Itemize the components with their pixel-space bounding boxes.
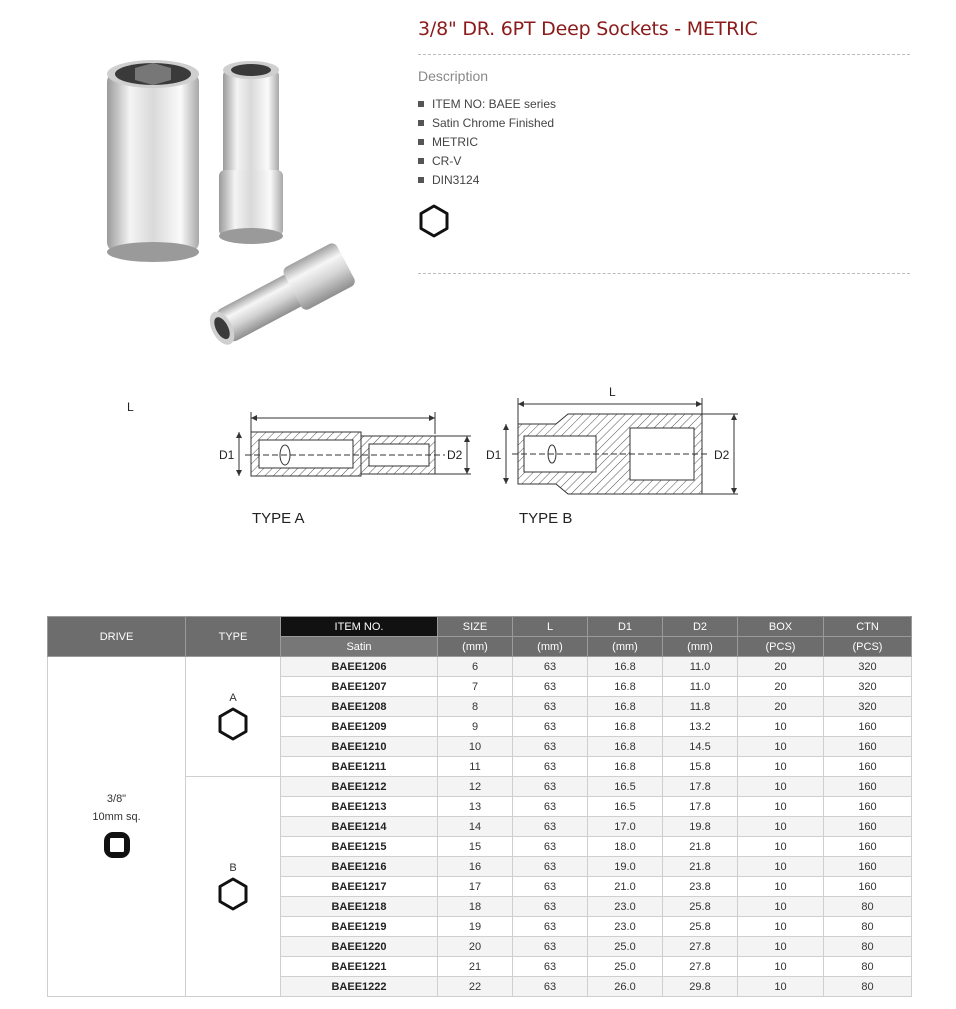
l-cell: 63 [513,857,588,877]
box-cell: 10 [738,837,824,857]
header-size: SIZE [438,617,513,637]
box-cell: 10 [738,977,824,997]
box-cell: 20 [738,697,824,717]
d1-cell: 26.0 [588,977,663,997]
spec-list [418,97,556,192]
l-cell: 63 [513,757,588,777]
l-cell: 63 [513,677,588,697]
box-cell: 10 [738,717,824,737]
d1-cell: 25.0 [588,957,663,977]
size-cell: 6 [438,657,513,677]
drive-size: 3/8" [106,793,127,805]
header-item-no: ITEM NO. [281,617,438,637]
dimension-l: L [127,400,134,414]
item-no-cell: BAEE1207 [281,677,438,697]
l-cell: 63 [513,797,588,817]
l-cell: 63 [513,777,588,797]
box-cell: 10 [738,857,824,877]
box-cell: 10 [738,917,824,937]
box-cell: 10 [738,897,824,917]
ctn-cell: 160 [824,837,912,857]
size-cell: 20 [438,937,513,957]
header-d2: D2 [663,617,738,637]
dimension-d1: D1 [219,448,235,462]
l-cell: 63 [513,657,588,677]
d2-cell: 17.8 [663,797,738,817]
ctn-cell: 80 [824,897,912,917]
l-cell: 63 [513,977,588,997]
d2-cell: 14.5 [663,737,738,757]
type-a-cell [186,657,281,777]
d2-cell: 13.2 [663,717,738,737]
ctn-cell: 80 [824,937,912,957]
drive-square: 10mm sq. [92,811,141,823]
d2-cell: 11.8 [663,697,738,717]
d1-cell: 16.8 [588,657,663,677]
size-cell: 17 [438,877,513,897]
hexagon-icon [217,877,249,911]
d1-cell: 16.8 [588,737,663,757]
item-no-cell: BAEE1213 [281,797,438,817]
d2-cell: 11.0 [663,657,738,677]
description-label: Description [418,68,489,84]
item-no-cell: BAEE1209 [281,717,438,737]
d2-cell: 27.8 [663,937,738,957]
header-l: L [513,617,588,637]
ctn-cell: 160 [824,857,912,877]
divider [418,273,910,274]
spec-table [47,616,912,997]
d1-cell: 19.0 [588,857,663,877]
dimension-d2: D2 [447,448,463,462]
drive-cell [48,657,186,997]
ctn-cell: 80 [824,977,912,997]
header-box-unit: (PCS) [738,637,824,657]
size-cell: 12 [438,777,513,797]
dimension-d2: D2 [714,448,730,462]
item-no-cell: BAEE1206 [281,657,438,677]
box-cell: 10 [738,797,824,817]
l-cell: 63 [513,877,588,897]
divider [418,54,910,55]
item-no-cell: BAEE1216 [281,857,438,877]
header-ctn: CTN [824,617,912,637]
spec-table-body [48,657,912,997]
ctn-cell: 320 [824,657,912,677]
l-cell: 63 [513,937,588,957]
d2-cell: 21.8 [663,857,738,877]
size-cell: 16 [438,857,513,877]
item-no-cell: BAEE1218 [281,897,438,917]
d1-cell: 21.0 [588,877,663,897]
d2-cell: 11.0 [663,677,738,697]
item-no-cell: BAEE1222 [281,977,438,997]
d2-cell: 23.8 [663,877,738,897]
l-cell: 63 [513,817,588,837]
ctn-cell: 160 [824,757,912,777]
d1-cell: 16.8 [588,717,663,737]
l-cell: 63 [513,957,588,977]
size-cell: 19 [438,917,513,937]
item-no-cell: BAEE1210 [281,737,438,757]
header-d1-unit: (mm) [588,637,663,657]
ctn-cell: 160 [824,737,912,757]
ctn-cell: 320 [824,677,912,697]
size-cell: 18 [438,897,513,917]
d2-cell: 15.8 [663,757,738,777]
item-no-cell: BAEE1211 [281,757,438,777]
l-cell: 63 [513,917,588,937]
size-cell: 11 [438,757,513,777]
d2-cell: 29.8 [663,977,738,997]
ctn-cell: 160 [824,797,912,817]
d2-cell: 17.8 [663,777,738,797]
size-cell: 22 [438,977,513,997]
size-cell: 10 [438,737,513,757]
ctn-cell: 80 [824,917,912,937]
product-photo [95,50,385,360]
d2-cell: 25.8 [663,917,738,937]
d1-cell: 16.8 [588,677,663,697]
header-d1: D1 [588,617,663,637]
d1-cell: 25.0 [588,937,663,957]
product-title: 3/8" DR. 6PT Deep Sockets - METRIC [418,18,758,40]
header-type: TYPE [186,617,281,657]
type-b-diagram [490,388,745,500]
ctn-cell: 160 [824,777,912,797]
d2-cell: 19.8 [663,817,738,837]
size-cell: 13 [438,797,513,817]
table-row [48,657,912,677]
ctn-cell: 160 [824,877,912,897]
d1-cell: 16.5 [588,797,663,817]
header-size-unit: (mm) [438,637,513,657]
d1-cell: 23.0 [588,897,663,917]
hexagon-icon [217,707,249,741]
size-cell: 9 [438,717,513,737]
box-cell: 10 [738,737,824,757]
type-b-cell [186,777,281,997]
size-cell: 21 [438,957,513,977]
spec-item: DIN3124 [418,173,556,192]
item-no-cell: BAEE1212 [281,777,438,797]
box-cell: 10 [738,817,824,837]
l-cell: 63 [513,697,588,717]
item-no-cell: BAEE1221 [281,957,438,977]
item-no-cell: BAEE1220 [281,937,438,957]
ctn-cell: 320 [824,697,912,717]
ctn-cell: 160 [824,817,912,837]
spec-item: CR-V [418,154,556,173]
box-cell: 20 [738,677,824,697]
type-b-letter: B [229,862,237,874]
item-no-cell: BAEE1215 [281,837,438,857]
type-a-diagram [215,398,475,498]
d2-cell: 27.8 [663,957,738,977]
size-cell: 14 [438,817,513,837]
size-cell: 7 [438,677,513,697]
header-d2-unit: (mm) [663,637,738,657]
box-cell: 10 [738,937,824,957]
box-cell: 10 [738,757,824,777]
header-drive: DRIVE [48,617,186,657]
d2-cell: 25.8 [663,897,738,917]
spec-item: METRIC [418,135,556,154]
ctn-cell: 80 [824,957,912,977]
dimension-l: L [609,385,616,399]
spec-item: Satin Chrome Finished [418,116,556,135]
box-cell: 10 [738,777,824,797]
type-a-letter: A [229,692,237,704]
size-cell: 15 [438,837,513,857]
d1-cell: 18.0 [588,837,663,857]
box-cell: 10 [738,877,824,897]
hexagon-icon [418,204,450,238]
d1-cell: 17.0 [588,817,663,837]
l-cell: 63 [513,897,588,917]
header-item-finish: Satin [281,637,438,657]
dimension-d1: D1 [486,448,502,462]
spec-item: ITEM NO: BAEE series [418,97,556,116]
item-no-cell: BAEE1219 [281,917,438,937]
l-cell: 63 [513,837,588,857]
item-no-cell: BAEE1217 [281,877,438,897]
header-ctn-unit: (PCS) [824,637,912,657]
box-cell: 20 [738,657,824,677]
item-no-cell: BAEE1214 [281,817,438,837]
d1-cell: 16.8 [588,697,663,717]
l-cell: 63 [513,717,588,737]
type-a-label: TYPE A [252,510,305,527]
d1-cell: 23.0 [588,917,663,937]
type-b-label: TYPE B [519,510,573,527]
box-cell: 10 [738,957,824,977]
d2-cell: 21.8 [663,837,738,857]
ctn-cell: 160 [824,717,912,737]
size-cell: 8 [438,697,513,717]
d1-cell: 16.5 [588,777,663,797]
d1-cell: 16.8 [588,757,663,777]
header-l-unit: (mm) [513,637,588,657]
header-box: BOX [738,617,824,637]
item-no-cell: BAEE1208 [281,697,438,717]
l-cell: 63 [513,737,588,757]
square-drive-icon [102,830,132,860]
